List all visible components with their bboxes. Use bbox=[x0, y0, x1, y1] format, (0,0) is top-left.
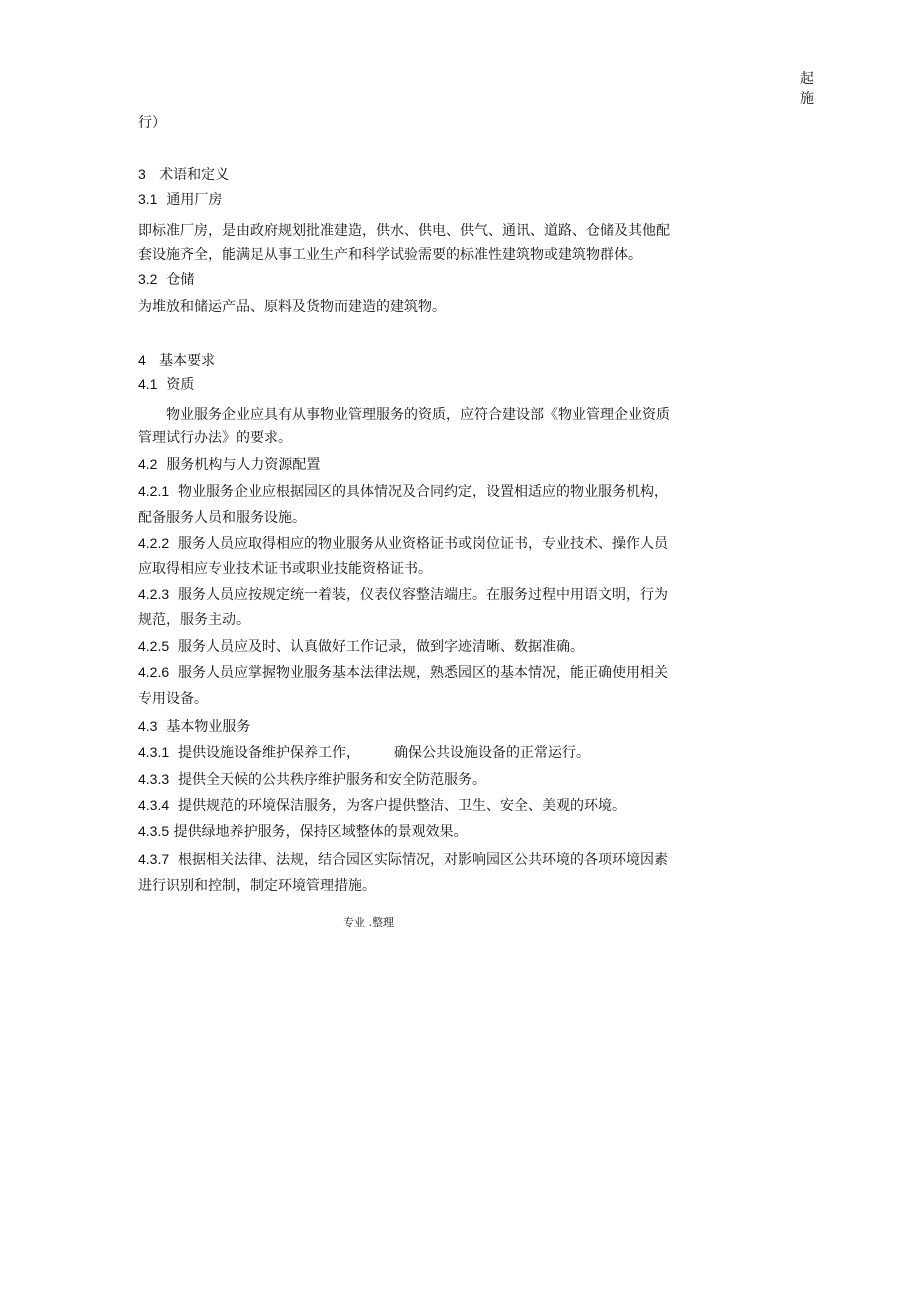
item-4-3-5-number: 4.3.5 bbox=[138, 823, 170, 839]
item-4-3-3-number: 4.3.3 bbox=[138, 771, 170, 787]
section-4-2-title: 服务机构与人力资源配置 bbox=[166, 457, 321, 473]
section-4-2-number: 4.2 bbox=[138, 456, 158, 472]
section-3-2-heading bbox=[138, 270, 194, 289]
section-4-1-line-1: 物业服务企业应具有从事物业管理服务的资质，应符合建设部《物业管理企业资质 bbox=[166, 407, 670, 423]
item-4-3-4-number: 4.3.4 bbox=[138, 797, 170, 813]
item-4-2-6-text: 服务人员应掌握物业服务基本法律法规，熟悉园区的基本情况，能正确使用相关 bbox=[178, 665, 669, 681]
corner-text bbox=[800, 69, 820, 109]
item-4-2-5-number: 4.2.5 bbox=[138, 638, 170, 654]
item-4-2-1-text: 物业服务企业应根据园区的具体情况及合同约定，设置相适应的物业服务机构， bbox=[178, 484, 669, 500]
item-4-3-4-line bbox=[138, 796, 626, 815]
item-4-3-7-line-1 bbox=[138, 850, 668, 869]
section-4-3-title: 基本物业服务 bbox=[166, 719, 251, 735]
corner-char-2: 施 bbox=[800, 91, 814, 107]
item-4-3-5-text: 提供绿地养护服务，保持区域整体的景观效果。 bbox=[173, 824, 468, 840]
item-4-3-1-line bbox=[138, 743, 590, 762]
item-4-2-2-line-1 bbox=[138, 534, 668, 553]
section-3-1-line-1: 即标准厂房，是由政府规划批准建造，供水、供电、供气、通讯、道路、仓储及其他配 bbox=[138, 223, 670, 239]
section-3-1-title: 通用厂房 bbox=[166, 192, 223, 208]
item-4-3-7-line-2: 进行识别和控制，制定环境管理措施。 bbox=[138, 878, 376, 894]
item-4-3-4-text: 提供规范的环境保洁服务，为客户提供整洁、卫生、安全、美观的环境。 bbox=[178, 798, 627, 814]
item-4-2-5-line-1 bbox=[138, 637, 584, 656]
item-4-2-1-line-2: 配备服务人员和服务设施。 bbox=[138, 510, 306, 526]
item-4-2-5-text: 服务人员应及时、认真做好工作记录，做到字迹清晰、数据准确。 bbox=[178, 639, 585, 655]
section-3-heading bbox=[138, 165, 229, 184]
item-4-2-3-text: 服务人员应按规定统一着装，仪表仪容整洁端庄。在服务过程中用语文明，行为 bbox=[178, 587, 669, 603]
item-4-2-3-line-1 bbox=[138, 585, 668, 604]
corner-char-1: 起 bbox=[800, 71, 814, 87]
item-4-3-1-text-a: 提供设施设备维护保养工作， bbox=[178, 745, 361, 761]
section-3-2-line-1: 为堆放和储运产品、原料及货物而建造的建筑物。 bbox=[138, 299, 446, 315]
section-4-2-heading bbox=[138, 455, 320, 474]
section-4-heading bbox=[138, 351, 215, 370]
item-4-2-3-number: 4.2.3 bbox=[138, 586, 170, 602]
item-4-3-7-text: 根据相关法律、法规，结合园区实际情况，对影响园区公共环境的各项环境因素 bbox=[178, 852, 669, 868]
item-4-2-3-line-2: 规范，服务主动。 bbox=[138, 612, 250, 628]
section-3-1-number: 3.1 bbox=[138, 191, 158, 207]
page-footer: 专业 .整理 bbox=[343, 916, 394, 929]
section-3-2-title: 仓储 bbox=[166, 272, 195, 288]
section-4-1-line-2: 管理试行办法》的要求。 bbox=[138, 430, 292, 446]
item-4-3-7-number: 4.3.7 bbox=[138, 851, 170, 867]
item-4-2-1-number: 4.2.1 bbox=[138, 483, 170, 499]
item-4-3-5-line bbox=[138, 822, 468, 841]
item-4-2-6-line-2: 专用设备。 bbox=[138, 691, 208, 707]
item-4-3-1-number: 4.3.1 bbox=[138, 744, 170, 760]
section-3-number: 3 bbox=[138, 166, 146, 182]
section-3-1-heading bbox=[138, 190, 222, 209]
item-4-2-6-number: 4.2.6 bbox=[138, 664, 170, 680]
lead-text: 行） bbox=[138, 115, 166, 131]
section-4-title: 基本要求 bbox=[159, 353, 216, 369]
section-4-number: 4 bbox=[138, 352, 146, 368]
section-4-1-title: 资质 bbox=[166, 377, 195, 393]
section-3-2-number: 3.2 bbox=[138, 271, 158, 287]
item-4-2-2-text: 服务人员应取得相应的物业服务从业资格证书或岗位证书，专业技术、操作人员 bbox=[178, 536, 669, 552]
item-4-3-3-text: 提供全天候的公共秩序维护服务和安全防范服务。 bbox=[178, 772, 487, 788]
section-4-1-number: 4.1 bbox=[138, 376, 158, 392]
item-4-3-3-line bbox=[138, 770, 486, 789]
section-4-3-number: 4.3 bbox=[138, 718, 158, 734]
section-4-3-heading bbox=[138, 717, 250, 736]
item-4-2-2-line-2: 应取得相应专业技术证书或职业技能资格证书。 bbox=[138, 561, 432, 577]
item-4-2-2-number: 4.2.2 bbox=[138, 535, 170, 551]
section-4-1-heading bbox=[138, 375, 194, 394]
item-4-2-1-line-1 bbox=[138, 482, 668, 501]
section-3-1-line-2: 套设施齐全，能满足从事工业生产和科学试验需要的标准性建筑物或建筑物群体。 bbox=[138, 247, 642, 263]
item-4-2-6-line-1 bbox=[138, 663, 668, 682]
item-4-3-1-text-b: 确保公共设施设备的正常运行。 bbox=[394, 745, 591, 761]
section-3-title: 术语和定义 bbox=[159, 167, 230, 183]
